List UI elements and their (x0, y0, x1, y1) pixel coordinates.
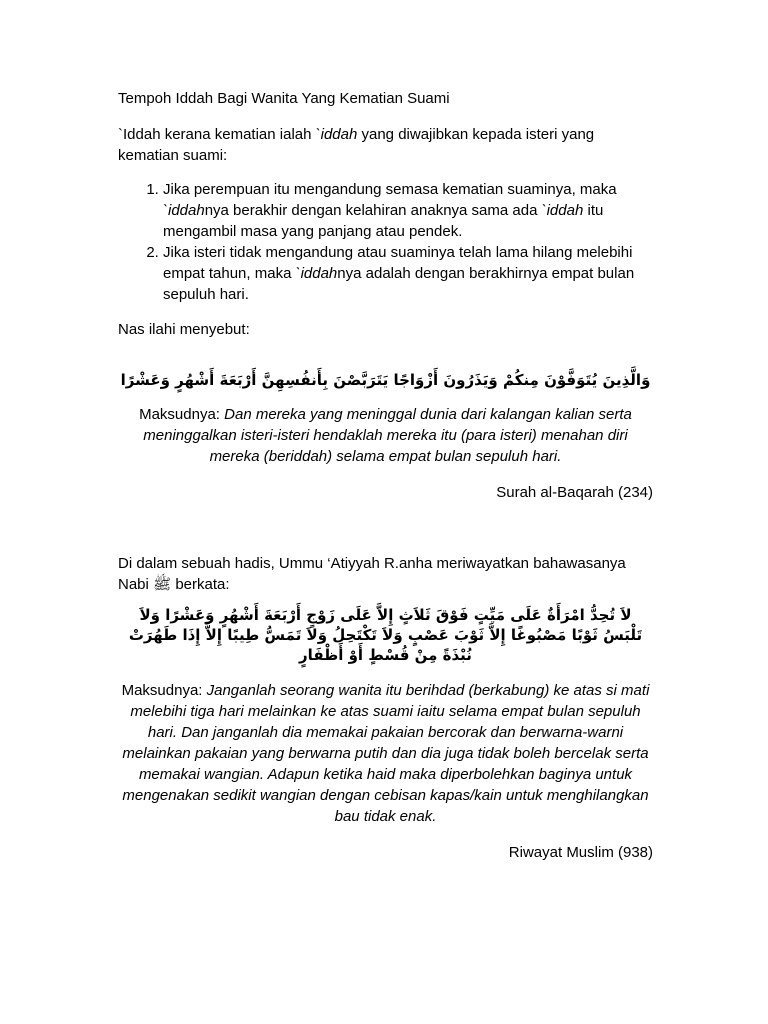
list-text: Jika perempuan itu mengandung semasa kematian suaminya, maka (163, 181, 617, 198)
maksud-text: Janganlah seorang wanita itu berihdad (berkabung) ke atas si mati melebihi tiga hari melainkan ke atas suami iaitu selama empat bulan sepuluh hari. Dan janganlah dia memakai pakaian bercorak dan berwarna-warni melainkan pakaian yang berwarna putih dan dia juga tidak boleh bercelak serta memakai wangian. Adapun ketika haid maka diperbolehkan baginya untuk mengenakan sedikit wangian dengan cebisan kapas/kain untuk menghilangkan bau tidak enak. (122, 682, 650, 825)
hadith-intro: Di dalam sebuah hadis, Ummu ‘Atiyyah R.anha meriwayatkan bahawasanya Nabi ﷺ berkata: (118, 555, 626, 593)
list-item (163, 242, 653, 305)
source-citation-2: Riwayat Muslim (938) (508, 844, 653, 861)
list-item (163, 179, 653, 242)
maksud-label: Maksudnya: (139, 406, 220, 423)
maksud-translation-2 (118, 680, 653, 827)
list-italic: `iddah (541, 202, 584, 219)
document-page (118, 88, 653, 863)
intro-paragraph (118, 124, 653, 166)
hadith-arabic: لاَ تُحِدُّ امْرَأَةٌ عَلَى مَيِّتٍ فَوْقَ ثَلاَثٍ إِلاَّ عَلَى زَوْجٍ أَرْبَعَةَ أَشْهُرٍ وَعَشْرًا وَلاَ تَلْبَسُ ثَوْبًا مَصْبُوغًا إِلاَّ ثَوْبَ عَصْبٍ وَلاَ تَكْتَحِلُ وَلاَ تَمَسُّ طِيبًا إِلاَّ إِذَا طَهُرَتْ نُبْذَةً مِنْ قُسْطٍ أَوْ أَظْفَارٍ (128, 606, 643, 664)
list-text: itu mengambil masa yang panjang atau pendek. (163, 202, 604, 240)
list-text: Jika isteri tidak mengandung atau suaminya telah lama hilang melebihi empat tahun, maka (163, 244, 633, 282)
list-text: nya adalah dengan berakhirnya empat bulan sepuluh hari. (163, 265, 635, 303)
list-italic: `iddah (163, 202, 205, 219)
intro-italic: `iddah (315, 126, 358, 143)
source-citation-1: Surah al-Baqarah (234) (496, 484, 653, 501)
list-text: nya berakhir dengan kelahiran anaknya sama ada (204, 202, 542, 219)
maksud-label: Maksudnya: (121, 682, 203, 699)
list-italic: `iddah (295, 265, 338, 282)
maksud-text: Dan mereka yang meninggal dunia dari kalangan kalian serta meninggalkan isteri-isteri hendaklah mereka itu (para isteri) menahan diri mereka (beriddah) selama empat bulan sepuluh hari. (143, 406, 632, 465)
intro-text: `Iddah kerana kematian ialah (118, 126, 316, 143)
intro-text-end: yang diwajibkan kepada isteri yang kematian suami: (118, 126, 595, 164)
nas-label: Nas ilahi menyebut: (118, 321, 250, 338)
document-title: Tempoh Iddah Bagi Wanita Yang Kematian Suami (118, 90, 450, 107)
iddah-list (118, 179, 653, 305)
quran-ayah: وَالَّذِينَ يُتَوَفَّوْنَ مِنكُمْ وَيَذَرُونَ أَزْوَاجًا يَتَرَبَّصْنَ بِأَنفُسِهِنَّ أَرْبَعَةَ أَشْهُرٍ وَعَشْرًا (120, 371, 651, 389)
maksud-translation-1 (118, 404, 653, 467)
